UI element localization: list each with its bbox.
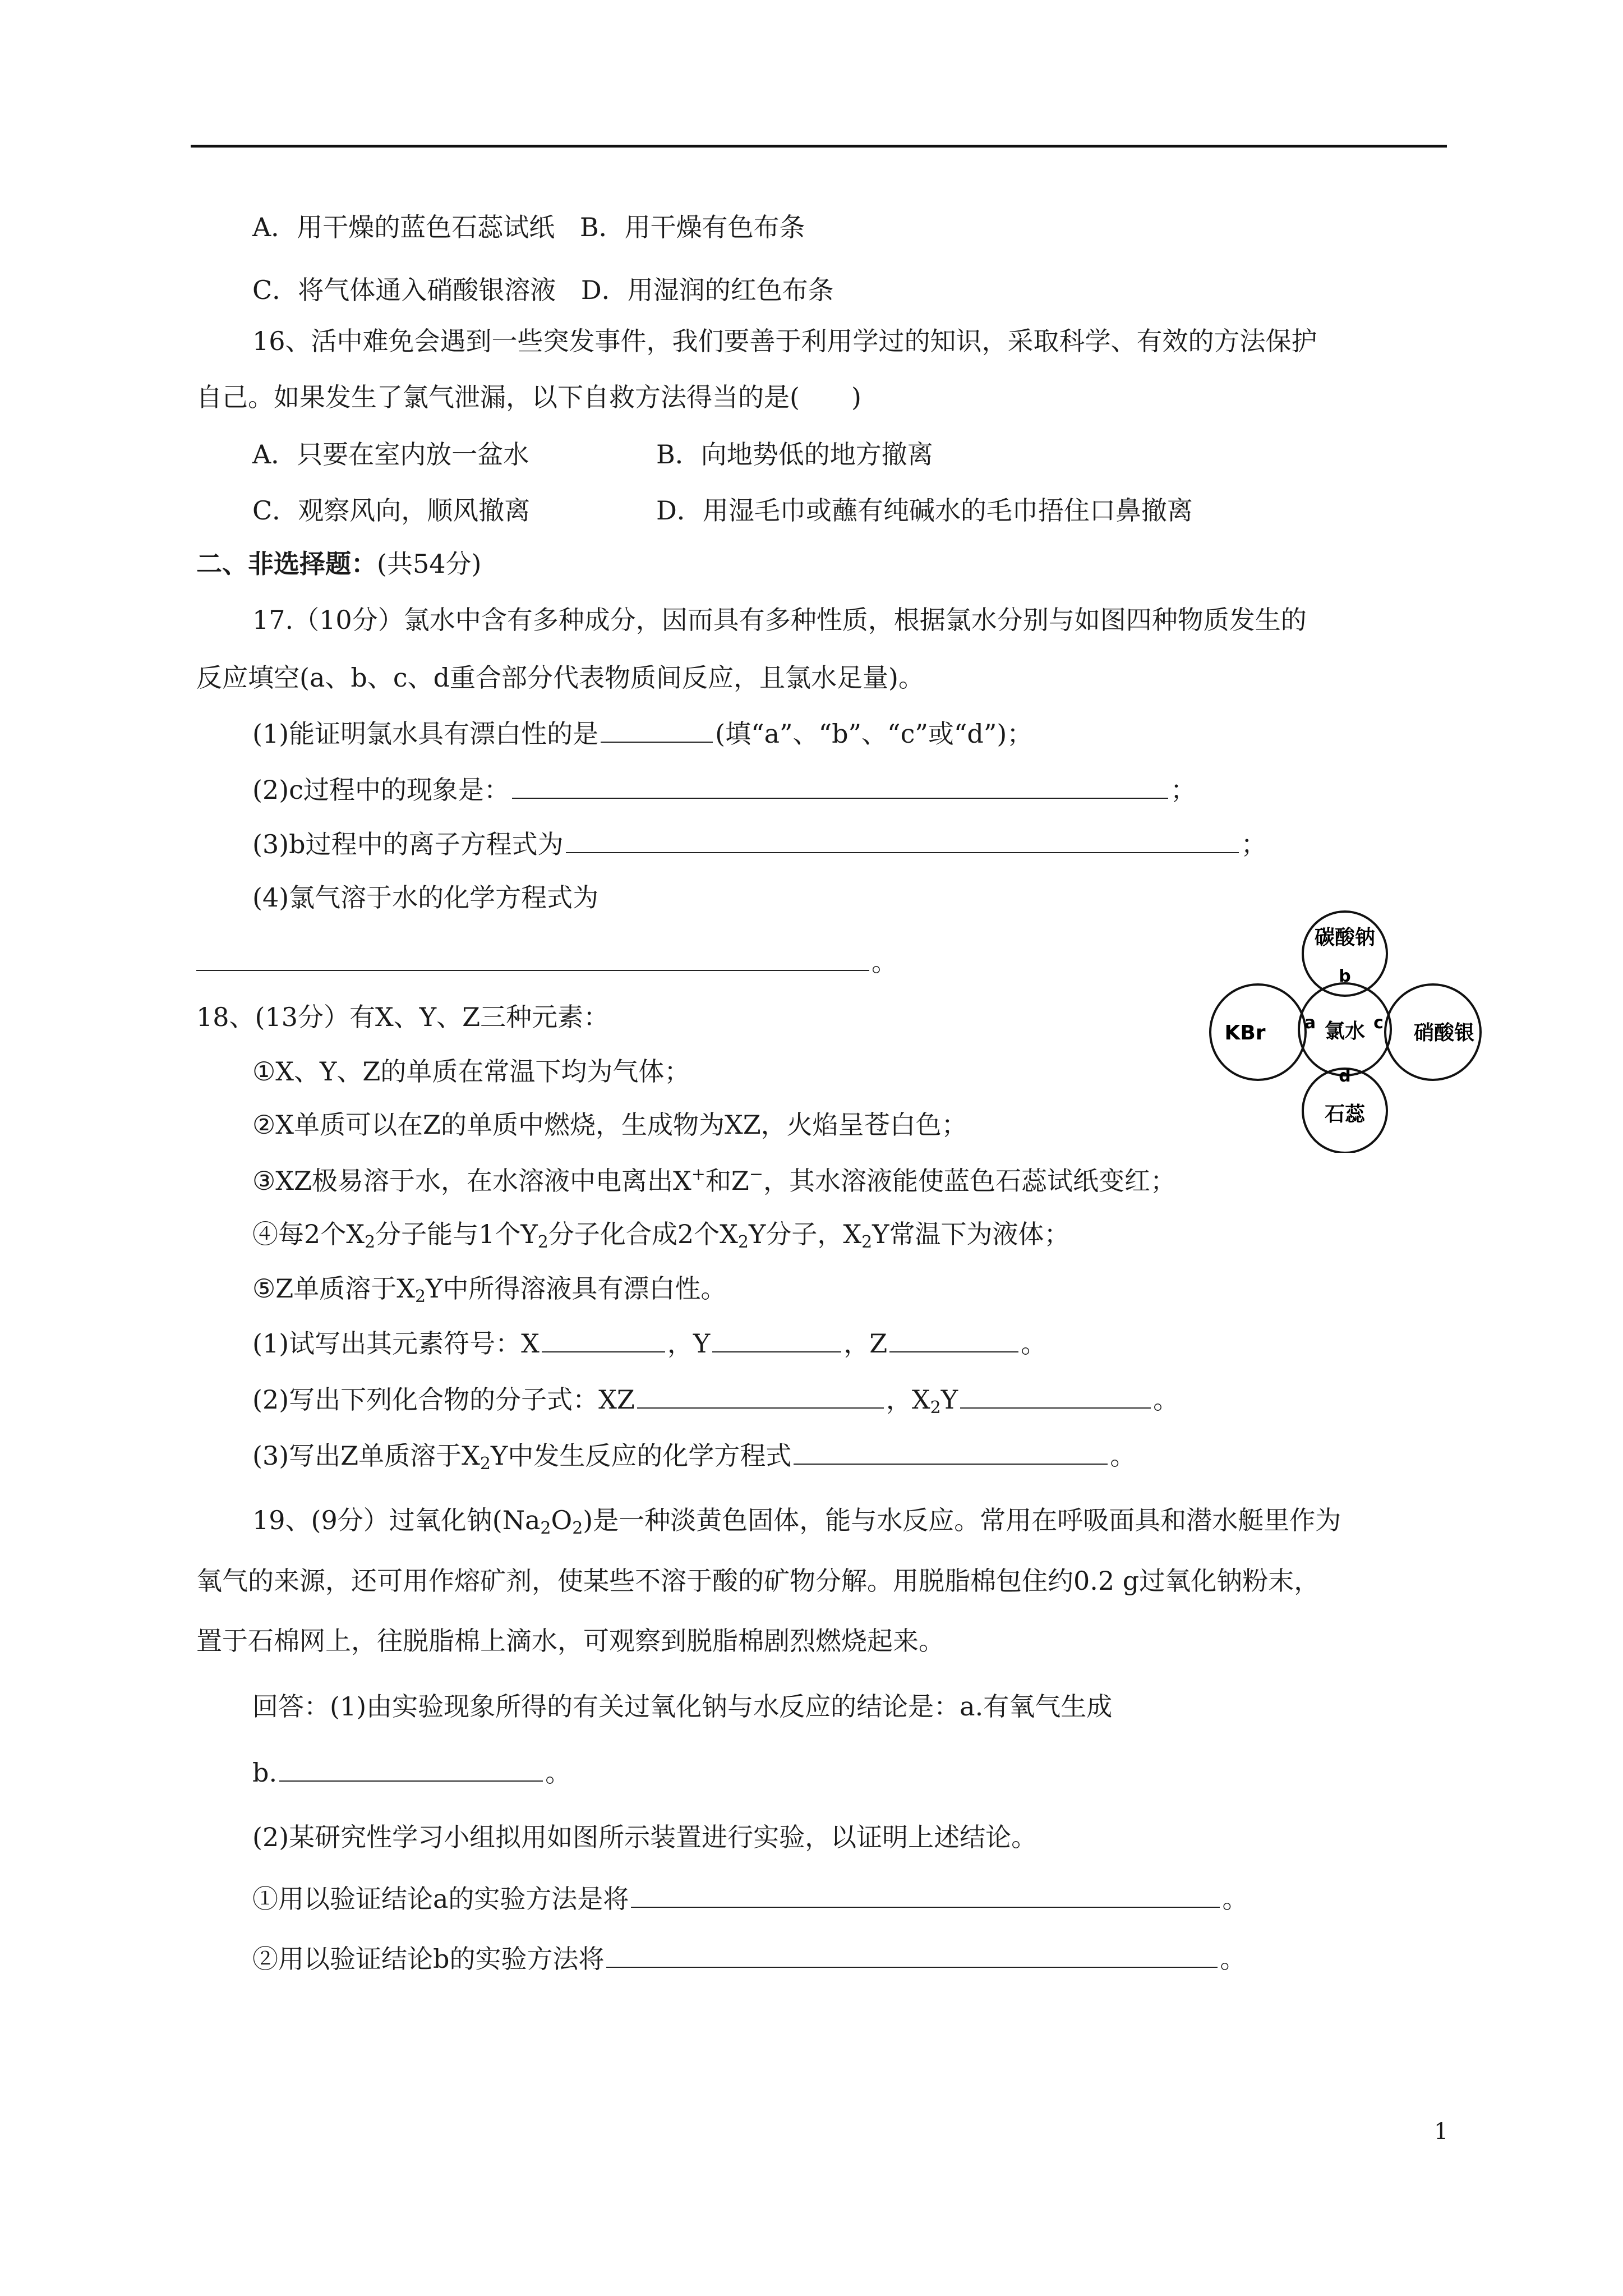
q17-sub3-blank[interactable]	[566, 827, 1239, 853]
q15-options-ab	[252, 210, 805, 244]
diagram-label-a: a	[1304, 1013, 1316, 1033]
q15-option-d: D．用湿润的红色布条	[580, 275, 834, 305]
diagram-top-label: 碳酸钠	[1314, 926, 1376, 949]
q19-sub2: (2)某研究性学习小组拟用如图所示装置进行实验，以证明上述结论。	[252, 1822, 1038, 1852]
q18-s3-text-a: (3)写出Z单质溶于X	[252, 1441, 480, 1471]
chlorine-water-diagram	[1206, 906, 1486, 1153]
q18-stem: 18、(13分）有X、Y、Z三种元素：	[196, 1002, 610, 1032]
q17-sub2-text: (2)c过程中的现象是：	[252, 775, 510, 805]
diagram-label-c: c	[1373, 1013, 1384, 1033]
q18-s2-blank-xz[interactable]	[637, 1383, 884, 1409]
q18-c3-text-c: ，其水溶液能使蓝色石蕊试纸变红；	[763, 1166, 1176, 1196]
diagram-left-label: KBr	[1224, 1022, 1266, 1045]
q17-sub1-blank[interactable]	[601, 717, 713, 743]
q18-s1-text-c: ，Z	[843, 1328, 888, 1359]
q19-stem-sub-1: 2	[540, 1519, 551, 1538]
q17-sub2	[252, 773, 1196, 807]
q18-c5-text-a: ⑤Z单质溶于X	[252, 1273, 415, 1304]
q17-sub4-blank[interactable]	[196, 945, 869, 971]
q18-s1-text-d: 。	[1021, 1328, 1047, 1359]
q18-c3-text-b: 和Z	[705, 1166, 749, 1196]
q15-option-b: B．用干燥有色布条	[579, 212, 805, 242]
q17-sub3-end: ；	[1241, 829, 1267, 859]
q18-s2-text-c: Y	[940, 1384, 958, 1415]
q18-condition-3	[252, 1164, 1176, 1198]
q17-sub1	[252, 717, 1032, 751]
q19-stem-text-a: 19、(9分）过氧化钠(Na	[252, 1505, 541, 1535]
q16-option-b: B．向地势低的地方撤离	[656, 439, 933, 470]
q18-c4-text-a: ④每2个X	[252, 1219, 365, 1249]
diagram-label-d: d	[1339, 1066, 1351, 1086]
q18-c5-text-b: Y中所得溶液具有漂白性。	[426, 1273, 727, 1304]
q19-s2-2-end: 。	[1220, 1944, 1246, 1974]
q16-stem-line1: 16、活中难免会遇到一些突发事件，我们要善于利用学过的知识，采取科学、有效的方法保护	[252, 326, 1317, 356]
q18-s3-text-b: Y中发生反应的化学方程式	[490, 1441, 792, 1471]
q18-c4-text-c: 分子化合成2个X	[548, 1219, 738, 1249]
q18-condition-4	[252, 1217, 1070, 1251]
q18-condition-2: ②X单质可以在Z的单质中燃烧，生成物为XZ，火焰呈苍白色；	[252, 1110, 967, 1140]
q17-sub4-end: 。	[872, 947, 897, 977]
q19-stem-text-c: )是一种淡黄色固体，能与水反应。常用在呼吸面具和潜水艇里作为	[583, 1505, 1341, 1535]
q17-stem-line1: 17.（10分）氯水中含有多种成分，因而具有多种性质，根据氯水分别与如图四种物质发生的	[252, 605, 1307, 635]
q19-answer-b	[252, 1756, 571, 1789]
q19-s2-2-text: ②用以验证结论b的实验方法将	[252, 1944, 605, 1974]
q18-c4-text-b: 分子能与1个Y	[375, 1219, 538, 1249]
q17-sub1-text: (1)能证明氯水具有漂白性的是	[252, 719, 599, 749]
section2-heading	[196, 547, 481, 581]
q16-option-d: D．用湿毛巾或蘸有纯碱水的毛巾捂住口鼻撤离	[656, 495, 1193, 526]
q17-stem-line2: 反应填空(a、b、c、d重合部分代表物质间反应，且氯水足量)。	[196, 662, 924, 693]
q16-option-a: A．只要在室内放一盆水	[252, 439, 529, 470]
q18-s1-blank-z[interactable]	[889, 1327, 1018, 1352]
q18-s2-text-a: (2)写出下列化合物的分子式：XZ	[252, 1384, 635, 1415]
page-number: 1	[1434, 2119, 1449, 2145]
q19-b-end: 。	[545, 1757, 571, 1788]
q19-s2-1-text: ①用以验证结论a的实验方法是将	[252, 1884, 629, 1914]
q19-b-blank[interactable]	[279, 1756, 543, 1782]
q18-s3-sub: 2	[479, 1454, 491, 1474]
section2-title: 二、非选择题：	[196, 549, 377, 579]
q17-sub1-hint: (填“a”、“b”、“c”或“d”)；	[715, 719, 1033, 749]
q18-condition-1: ①X、Y、Z的单质在常温下均为气体；	[252, 1056, 690, 1087]
q18-s2-text-b: ，X	[886, 1384, 930, 1415]
q18-s2-blank-x2y[interactable]	[960, 1383, 1151, 1409]
q15-option-a: A．用干燥的蓝色石蕊试纸	[252, 212, 555, 242]
section2-score: (共54分)	[377, 549, 482, 579]
diagram-bottom-label: 石蕊	[1324, 1103, 1366, 1126]
q18-sub3	[252, 1439, 1136, 1473]
q16-option-c: C．观察风向，顺风撤离	[252, 495, 531, 526]
q19-b-label: b.	[252, 1757, 278, 1788]
q18-c4-text-e: Y常温下为液体；	[872, 1219, 1070, 1249]
q18-s3-blank[interactable]	[794, 1439, 1108, 1465]
q17-sub3	[252, 827, 1267, 861]
q17-sub3-text: (3)b过程中的离子方程式为	[252, 829, 564, 859]
q19-s2-1-blank[interactable]	[631, 1882, 1220, 1908]
q18-c5-sub: 2	[414, 1287, 426, 1306]
q19-s2-2-blank[interactable]	[606, 1942, 1218, 1968]
q18-sub1	[252, 1327, 1046, 1360]
diagram-right-label: 硝酸银	[1413, 1022, 1475, 1045]
q19-stem-line3: 置于石棉网上，往脱脂棉上滴水，可观察到脱脂棉剧烈燃烧起来。	[196, 1626, 944, 1656]
header-rule	[191, 145, 1447, 148]
q16-stem-line2: 自己。如果发生了氯气泄漏，以下自救方法得当的是( )	[196, 382, 861, 412]
q15-option-c: C．将气体通入硝酸银溶液	[252, 275, 556, 305]
q18-s1-blank-y[interactable]	[712, 1327, 841, 1352]
q18-c3-text-a: ③XZ极易溶于水，在水溶液中电离出X	[252, 1166, 691, 1196]
diagram-label-b: b	[1339, 967, 1351, 986]
q19-answer-1: 回答：(1)由实验现象所得的有关过氧化钠与水反应的结论是：a.有氧气生成	[252, 1691, 1113, 1722]
q18-s1-text-b: ，Y	[667, 1328, 711, 1359]
q17-sub2-end: ；	[1170, 775, 1196, 805]
q19-sub2-2	[252, 1942, 1246, 1976]
q19-stem-line1	[252, 1503, 1341, 1537]
q18-condition-5	[252, 1272, 726, 1305]
q18-c3-sup-minus: −	[749, 1165, 763, 1184]
q19-stem-line2: 氧气的来源，还可用作熔矿剂，使某些不溶于酸的矿物分解。用脱脂棉包住约0.2 g过氧化钠粉末，	[196, 1566, 1320, 1596]
q17-sub4: (4)氯气溶于水的化学方程式为	[252, 882, 599, 913]
q18-c4-sub-3: 2	[737, 1232, 749, 1252]
q18-c4-sub-1: 2	[365, 1232, 376, 1252]
q18-s1-text-a: (1)试写出其元素符号：X	[252, 1328, 540, 1359]
q19-s2-1-end: 。	[1222, 1884, 1248, 1914]
q19-stem-sub-2: 2	[572, 1519, 583, 1538]
q18-s2-sub: 2	[930, 1398, 941, 1418]
q18-c4-sub-2: 2	[537, 1232, 548, 1252]
q19-stem-text-b: O	[551, 1505, 573, 1535]
q18-c4-text-d: Y分子，X	[748, 1219, 862, 1249]
q17-sub2-blank[interactable]	[512, 773, 1168, 799]
q18-s3-text-c: 。	[1110, 1441, 1136, 1471]
q18-c3-sup-plus: +	[691, 1165, 706, 1184]
q19-sub2-1	[252, 1882, 1248, 1916]
q18-s2-text-d: 。	[1153, 1384, 1179, 1415]
q18-c4-sub-4: 2	[861, 1232, 873, 1252]
q18-s1-blank-x[interactable]	[542, 1327, 665, 1352]
q17-sub4-answer	[196, 945, 897, 979]
q15-options-cd	[252, 273, 834, 307]
q18-sub2	[252, 1383, 1179, 1416]
diagram-center-label: 氯水	[1324, 1020, 1366, 1043]
